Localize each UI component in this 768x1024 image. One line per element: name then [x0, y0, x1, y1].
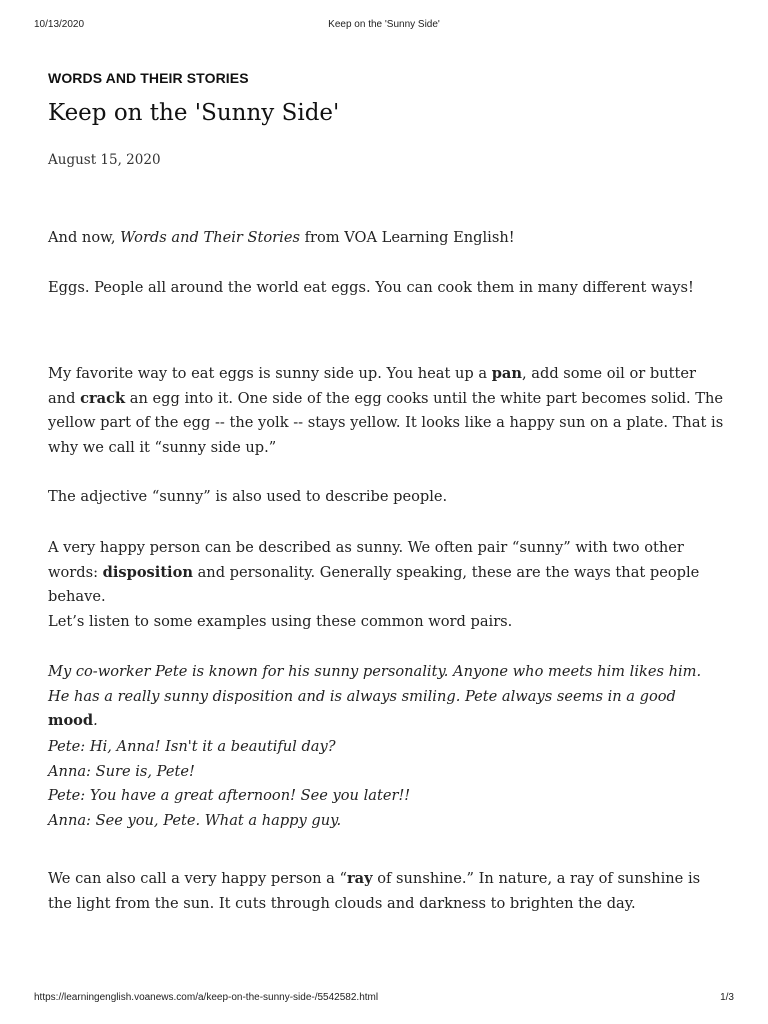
program-name: Words and Their Stories	[120, 229, 300, 246]
paragraph-happy-person	[48, 536, 724, 610]
paragraph-intro	[48, 226, 724, 251]
section-kicker[interactable]: WORDS AND THEIR STORIES	[48, 70, 249, 86]
p5-text-b: and personality. Generally speaking, these are the ways that people behave.	[48, 563, 700, 606]
paragraph-pete-example	[48, 660, 724, 734]
glossary-word-disposition[interactable]: disposition	[102, 563, 193, 581]
dialogue-line: Pete: You have a great afternoon! See you later!!	[48, 787, 411, 805]
p7-text-a: My co-worker Pete is known for his sunny personality. Anyone who meets him likes him. He has a really sunny disposition and is always smiling. Pete always seems in a good	[48, 663, 702, 705]
p3-text-b: , add some oil or butter and	[48, 365, 696, 407]
p7-text-b: .	[93, 712, 98, 730]
paragraph-eggs: Eggs. People all around the world eat eggs. You can cook them in many different ways!	[48, 279, 694, 296]
p9-text-a: We can also call a very happy person a “	[48, 870, 347, 887]
dialogue-line: Anna: See you, Pete. What a happy guy.	[48, 811, 342, 829]
dialogue-line: Pete: Hi, Anna! Isn't it a beautiful day?	[48, 738, 336, 755]
p9-text-b: of sunshine.” In nature, a ray of sunshine is the light from the sun. It cuts through clouds and darkness to brighten the day.	[48, 870, 701, 912]
print-date: 10/13/2020	[34, 19, 85, 30]
p3-text-a: My favorite way to eat eggs is sunny side up. You heat up a	[48, 365, 492, 382]
intro-text-b: from VOA Learning English!	[299, 229, 515, 246]
glossary-word-mood[interactable]: mood	[48, 712, 94, 730]
article-date: August 15, 2020	[48, 152, 161, 168]
paragraph-ray-of-sunshine	[48, 867, 724, 916]
article-title: Keep on the 'Sunny Side'	[48, 100, 340, 126]
paragraph-sunny-side-up	[48, 362, 724, 460]
glossary-word-pan[interactable]: pan	[491, 365, 522, 382]
dialogue-line: Anna: Sure is, Pete!	[48, 762, 195, 780]
print-footer	[0, 992, 768, 1006]
print-page-title: Keep on the 'Sunny Side'	[328, 19, 440, 30]
glossary-word-crack[interactable]: crack	[80, 389, 126, 407]
p5-text-a: A very happy person can be described as sunny. We often pair “sunny” with two other words:	[48, 539, 684, 581]
print-page-number: 1/3	[720, 992, 734, 1003]
glossary-word-ray[interactable]: ray	[346, 870, 373, 887]
dialogue	[48, 735, 724, 833]
print-header	[0, 19, 768, 33]
paragraph-adjective: The adjective “sunny” is also used to describe people.	[48, 488, 448, 505]
p3-text-c: an egg into it. One side of the egg cooks until the white part becomes solid. The yellow part of the egg -- the yolk -- stays yellow. It looks like a happy sun on a plate. That is why we call it “sunny side up.”	[48, 389, 724, 456]
intro-text-a: And now,	[48, 229, 121, 246]
paragraph-examples-intro: Let’s listen to some examples using these common word pairs.	[48, 613, 513, 630]
print-url: https://learningenglish.voanews.com/a/keep-on-the-sunny-side-/5542582.html	[34, 992, 379, 1003]
